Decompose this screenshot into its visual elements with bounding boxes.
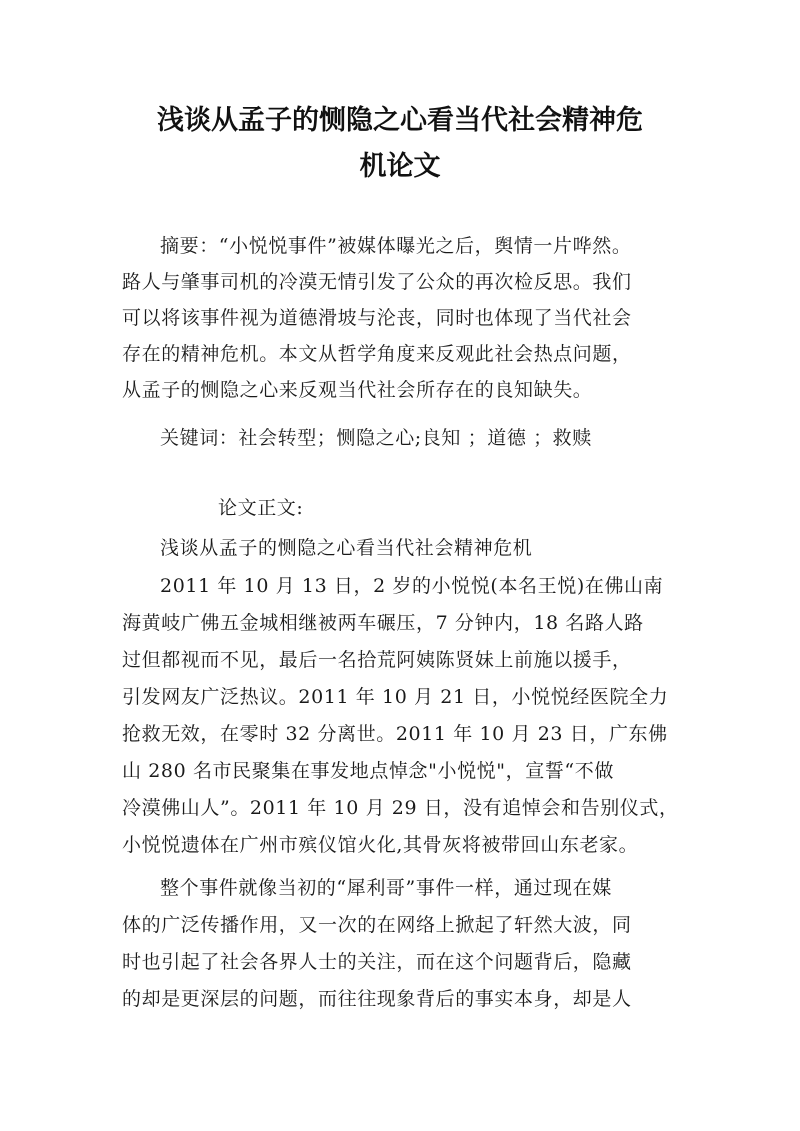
keywords-line: 关键词：社会转型；恻隐之心;良知 ；道德 ；救赎 (160, 427, 592, 449)
body-subtitle: 浅谈从孟子的恻隐之心看当代社会精神危机 (160, 537, 533, 559)
paragraph1-line-5: 抢救无效，在零时 32 分离世。2011 年 10 月 23 日，广东佛 (122, 723, 668, 745)
paragraph1-line-6: 山 280 名市民聚集在事发地点悼念"小悦悦"，宣誓“不做 (122, 760, 614, 782)
body-heading: 论文正文: (218, 497, 304, 519)
paragraph2-line-4: 的却是更深层的问题，而往往现象背后的事实本身，却是人 (122, 988, 632, 1010)
abstract-line-4: 存在的精神危机。本文从哲学角度来反观此社会热点问题， (122, 343, 632, 365)
paragraph1-line-7: 冷漠佛山人”。2011 年 10 月 29 日，没有追悼会和告别仪式， (122, 797, 679, 819)
title-line-1: 浅谈从孟子的恻隐之心看当代社会精神危 (157, 105, 643, 136)
paragraph1-line-1: 2011 年 10 月 13 日，2 岁的小悦悦(本名王悦)在佛山南 (160, 575, 664, 597)
abstract-line-1: 摘要：“小悦悦事件”被媒体曝光之后，舆情一片哗然。 (160, 235, 632, 257)
paragraph1-line-3: 过但都视而不见，最后一名拾荒阿姨陈贤妹上前施以援手， (122, 649, 632, 671)
paragraph2-line-1: 整个事件就像当初的“犀利哥”事件一样，通过现在媒 (160, 877, 612, 899)
paragraph1-line-8: 小悦悦遗体在广州市殡仪馆火化,其骨灰将被带回山东老家。 (122, 834, 639, 856)
paragraph1-line-4: 引发网友广泛热议。2011 年 10 月 21 日，小悦悦经医院全力 (122, 686, 669, 708)
paragraph2-line-2: 体的广泛传播作用，又一次的在网络上掀起了轩然大波，同 (122, 914, 632, 936)
document-title (100, 98, 700, 190)
paragraph2-line-3: 时也引起了社会各界人士的关注，而在这个问题背后，隐藏 (122, 951, 632, 973)
abstract-line-2: 路人与肇事司机的冷漠无情引发了公众的再次检反思。我们 (122, 271, 632, 293)
abstract-line-5: 从孟子的恻隐之心来反观当代社会所存在的良知缺失。 (122, 379, 593, 401)
title-line-2: 机论文 (359, 151, 441, 182)
abstract-line-3: 可以将该事件视为道德滑坡与沦丧，同时也体现了当代社会 (122, 307, 632, 329)
paragraph1-line-2: 海黄岐广佛五金城相继被两车碾压，7 分钟内，18 名路人路 (122, 612, 644, 634)
